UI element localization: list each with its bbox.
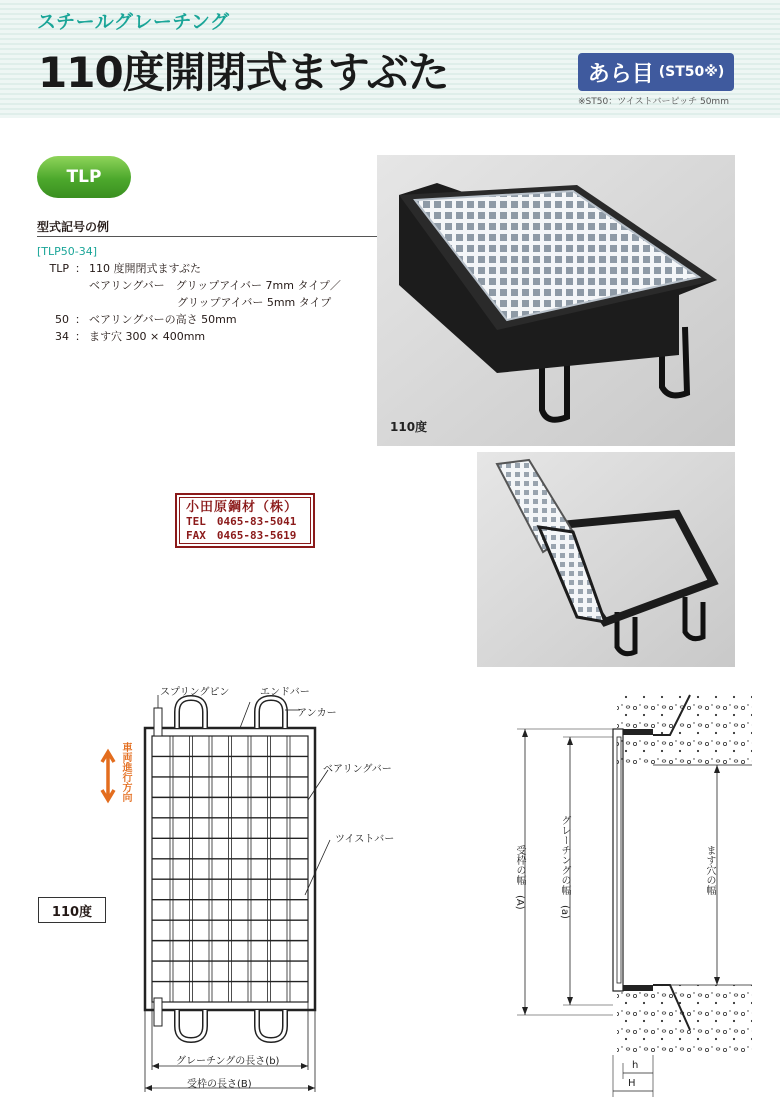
plan-drawing xyxy=(90,680,430,1105)
closed-cover-photo xyxy=(377,155,735,446)
heading-rule xyxy=(37,236,377,237)
h-large-label: H xyxy=(628,1078,636,1089)
open-cover-photo xyxy=(477,452,735,667)
plan-frame xyxy=(145,728,315,1010)
model-line: 50 ： ベアリングバーの高さ 50mm xyxy=(55,313,237,326)
bearing-bar-label: ベアリングバー xyxy=(323,764,392,775)
plan-grid xyxy=(152,736,308,1002)
open-cover-illustration xyxy=(477,452,735,667)
model-line: ベアリングバー グリップアイバー 7mm タイプ／ xyxy=(89,279,341,292)
plan-grating xyxy=(152,736,308,1002)
grating-length-label: グレーチングの長さ(b) xyxy=(176,1056,280,1067)
mesh-code: (ST50※) xyxy=(658,64,725,80)
mesh-label: あら目 xyxy=(587,61,654,87)
dealer-stamp-inner xyxy=(179,497,311,544)
model-line: 34 ： ます穴 300 × 400mm xyxy=(55,330,206,343)
dealer-name: 小田原鋼材（株） xyxy=(186,500,299,515)
twist-bar-label: ツイストバー xyxy=(335,834,395,845)
end-bar-label: エンドバー xyxy=(260,687,310,698)
frame-length-label: 受枠の長さ(B) xyxy=(187,1079,252,1090)
closed-photo-caption: 110度 xyxy=(390,420,428,434)
section-drawing xyxy=(505,685,755,1105)
model-lines xyxy=(42,260,341,345)
h-small-label: h xyxy=(632,1060,639,1071)
model-heading: 型式記号の例 xyxy=(37,220,110,234)
dealer-fax: FAX 0465-83-5619 xyxy=(186,529,297,542)
model-line: グリップアイバー 5mm タイプ xyxy=(89,296,332,309)
model-line: TLP ： 110 度開閉式ますぶた xyxy=(49,262,201,275)
pit-width-label: ます穴の幅 xyxy=(704,845,715,895)
model-code: [TLP50-34] xyxy=(37,245,98,258)
category-label: スチールグレーチング xyxy=(37,11,230,33)
mesh-badge xyxy=(578,53,734,91)
dealer-tel: TEL 0465-83-5041 xyxy=(186,515,297,528)
frame-width-label: 受枠の幅 (A) xyxy=(514,845,525,910)
type-badge: TLP xyxy=(37,156,131,198)
closed-cover-illustration xyxy=(377,155,735,446)
direction-label: 車両進行方向 xyxy=(120,742,131,802)
spring-pin-label: スプリングピン xyxy=(160,687,230,698)
direction-arrow xyxy=(102,752,114,800)
degree-box: 110度 xyxy=(38,897,106,923)
mesh-note: ※ST50：ツイストバーピッチ 50mm xyxy=(578,97,729,107)
grating-width-label: グレーチングの幅 (a) xyxy=(559,815,570,919)
page-title: 110度開閉式ますぶた xyxy=(38,48,449,97)
dealer-stamp xyxy=(175,493,315,548)
anchor-label: アンカー xyxy=(297,708,337,719)
